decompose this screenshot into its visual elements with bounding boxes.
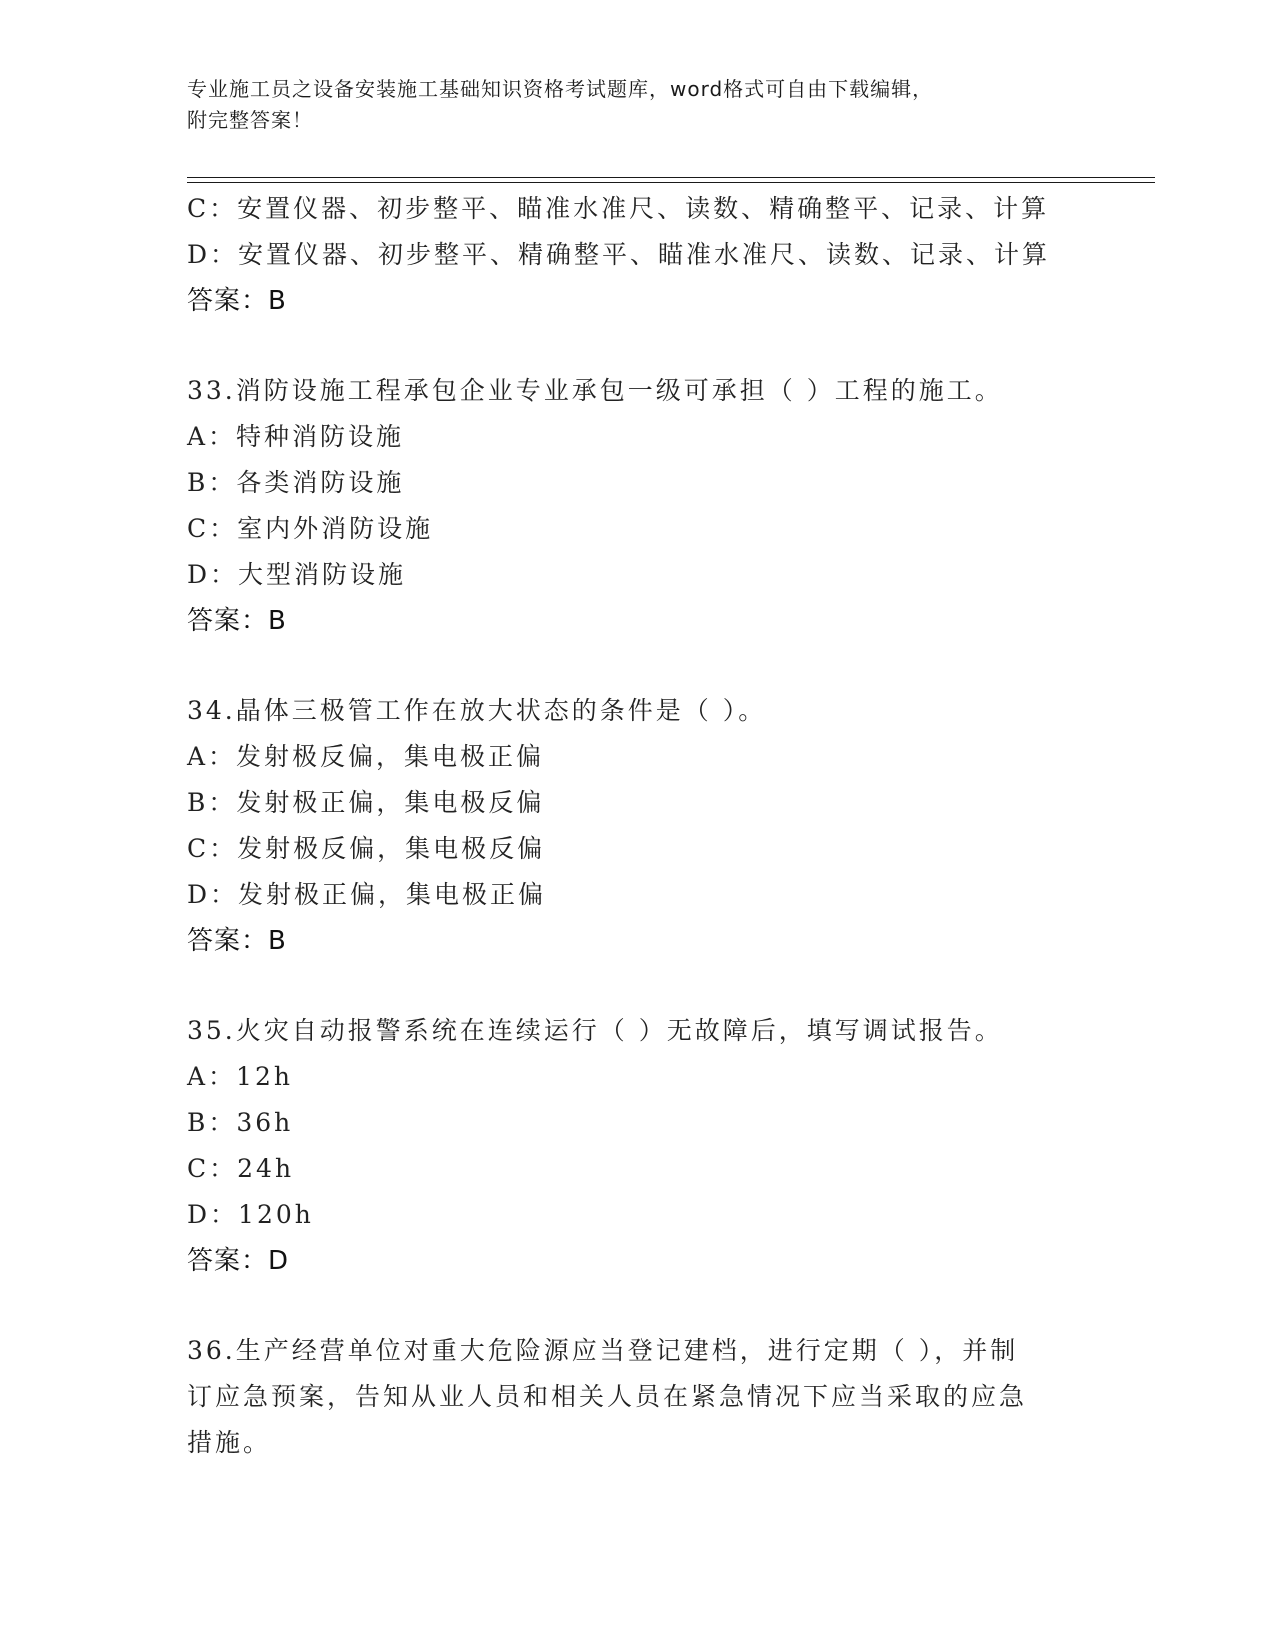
option-a: A：12h bbox=[187, 1062, 293, 1091]
option-d: D：发射极正偏，集电极正偏 bbox=[187, 880, 547, 909]
question-stem: 33.消防设施工程承包企业专业承包一级可承担（ ）工程的施工。 bbox=[187, 376, 1003, 405]
option-b: B：发射极正偏，集电极反偏 bbox=[187, 788, 545, 817]
answer: 答案：B bbox=[187, 286, 287, 316]
question-stem-line-3: 措施。 bbox=[187, 1428, 272, 1457]
option-d: D：安置仪器、初步整平、精确整平、瞄准水准尺、读数、记录、计算 bbox=[187, 240, 1051, 269]
question-list bbox=[187, 186, 1087, 1466]
option-a: A：特种消防设施 bbox=[187, 422, 405, 451]
answer: 答案：D bbox=[187, 1246, 290, 1276]
question-33 bbox=[187, 368, 1087, 644]
answer: 答案：B bbox=[187, 606, 287, 636]
header-divider-bottom bbox=[187, 182, 1155, 183]
question-34 bbox=[187, 688, 1087, 964]
header-line-1: 专业施工员之设备安装施工基础知识资格考试题库，word格式可自由下载编辑， bbox=[187, 77, 934, 101]
answer: 答案：B bbox=[187, 926, 287, 956]
option-c: C：发射极反偏，集电极反偏 bbox=[187, 834, 546, 863]
question-stem-line-1: 36.生产经营单位对重大危险源应当登记建档，进行定期（ ），并制 bbox=[187, 1336, 1019, 1365]
option-c: C：室内外消防设施 bbox=[187, 514, 434, 543]
question-stem: 35.火灾自动报警系统在连续运行（ ）无故障后，填写调试报告。 bbox=[187, 1016, 1003, 1045]
option-d: D：120h bbox=[187, 1200, 314, 1229]
option-c: C：24h bbox=[187, 1154, 295, 1183]
option-d: D：大型消防设施 bbox=[187, 560, 407, 589]
question-stem-line-2: 订应急预案，告知从业人员和相关人员在紧急情况下应当采取的应急 bbox=[187, 1382, 1028, 1411]
header-line-2: 附完整答案！ bbox=[187, 108, 313, 132]
question-36 bbox=[187, 1328, 1087, 1466]
question-stem: 34.晶体三极管工作在放大状态的条件是（ ）。 bbox=[187, 696, 767, 725]
option-c: C：安置仪器、初步整平、瞄准水准尺、读数、精确整平、记录、计算 bbox=[187, 194, 1050, 223]
header-divider-top bbox=[187, 177, 1155, 178]
option-b: B：各类消防设施 bbox=[187, 468, 405, 497]
option-a: A：发射极反偏，集电极正偏 bbox=[187, 742, 545, 771]
document-header bbox=[187, 74, 1067, 136]
question-32-tail bbox=[187, 186, 1087, 324]
question-35 bbox=[187, 1008, 1087, 1284]
option-b: B：36h bbox=[187, 1108, 294, 1137]
